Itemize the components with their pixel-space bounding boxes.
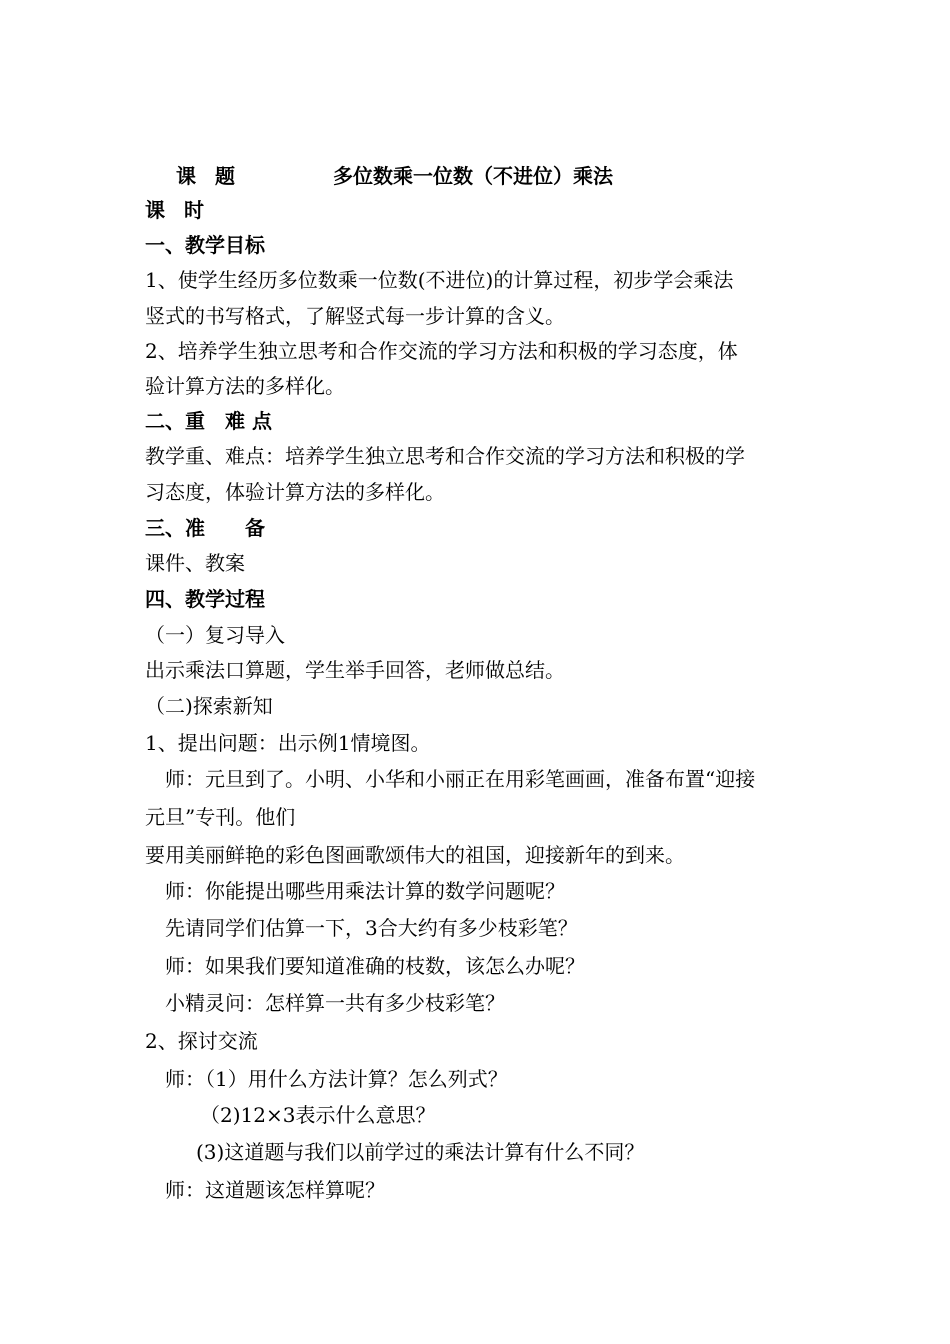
- preparation-heading: 三、准 备: [145, 516, 265, 540]
- process-heading: 四、教学过程: [145, 587, 265, 611]
- process-line: （2)12×3表示什么意思？: [200, 1103, 436, 1127]
- period-label: 课 时: [145, 198, 210, 222]
- process-line: 师：如果我们要知道准确的枝数，该怎么办呢？: [145, 954, 585, 978]
- topic-title: 多位数乘一位数（不进位）乘法: [333, 164, 613, 188]
- key-points-line-1: 教学重、难点：培养学生独立思考和合作交流的学习方法和积极的学: [145, 444, 745, 468]
- process-line: （二)探索新知: [145, 694, 273, 718]
- process-line: (3)这道题与我们以前学过的乘法计算有什么不同？: [196, 1140, 645, 1164]
- goal-2-line-2: 验计算方法的多样化。: [145, 374, 345, 398]
- preparation-text: 课件、教案: [145, 551, 245, 575]
- process-line: 师：你能提出哪些用乘法计算的数学问题呢？: [145, 879, 565, 903]
- goal-2-line-1: 2、培养学生独立思考和合作交流的学习方法和积极的学习态度，体: [145, 339, 738, 363]
- key-points-line-2: 习态度，体验计算方法的多样化。: [145, 480, 445, 504]
- goal-1-line-2: 竖式的书写格式，了解竖式每一步计算的含义。: [145, 304, 565, 328]
- process-line: 2、探讨交流: [145, 1029, 258, 1053]
- process-line: 先请同学们估算一下，3合大约有多少枝彩笔？: [145, 916, 578, 940]
- process-line: 小精灵问：怎样算一共有多少枝彩笔？: [145, 991, 505, 1015]
- goals-heading: 一、教学目标: [145, 233, 265, 257]
- key-points-heading: 二、重 难 点: [145, 409, 272, 433]
- topic-label: 课 题: [176, 164, 241, 188]
- goal-1-line-1: 1、使学生经历多位数乘一位数(不进位)的计算过程，初步学会乘法: [145, 268, 734, 292]
- process-line: 元旦”专刊。他们: [145, 805, 296, 829]
- process-line: 师：元旦到了。小明、小华和小丽正在用彩笔画画，准备布置“迎接: [145, 767, 756, 791]
- process-line: 师：这道题该怎样算呢？: [145, 1178, 385, 1202]
- process-line: （一）复习导入: [145, 623, 285, 647]
- process-line: 出示乘法口算题，学生举手回答，老师做总结。: [145, 658, 565, 682]
- process-line: 1、提出问题：出示例1情境图。: [145, 731, 431, 755]
- process-line: 师：（1）用什么方法计算？怎么列式？: [145, 1067, 508, 1091]
- process-line: 要用美丽鲜艳的彩色图画歌颂伟大的祖国，迎接新年的到来。: [145, 843, 685, 867]
